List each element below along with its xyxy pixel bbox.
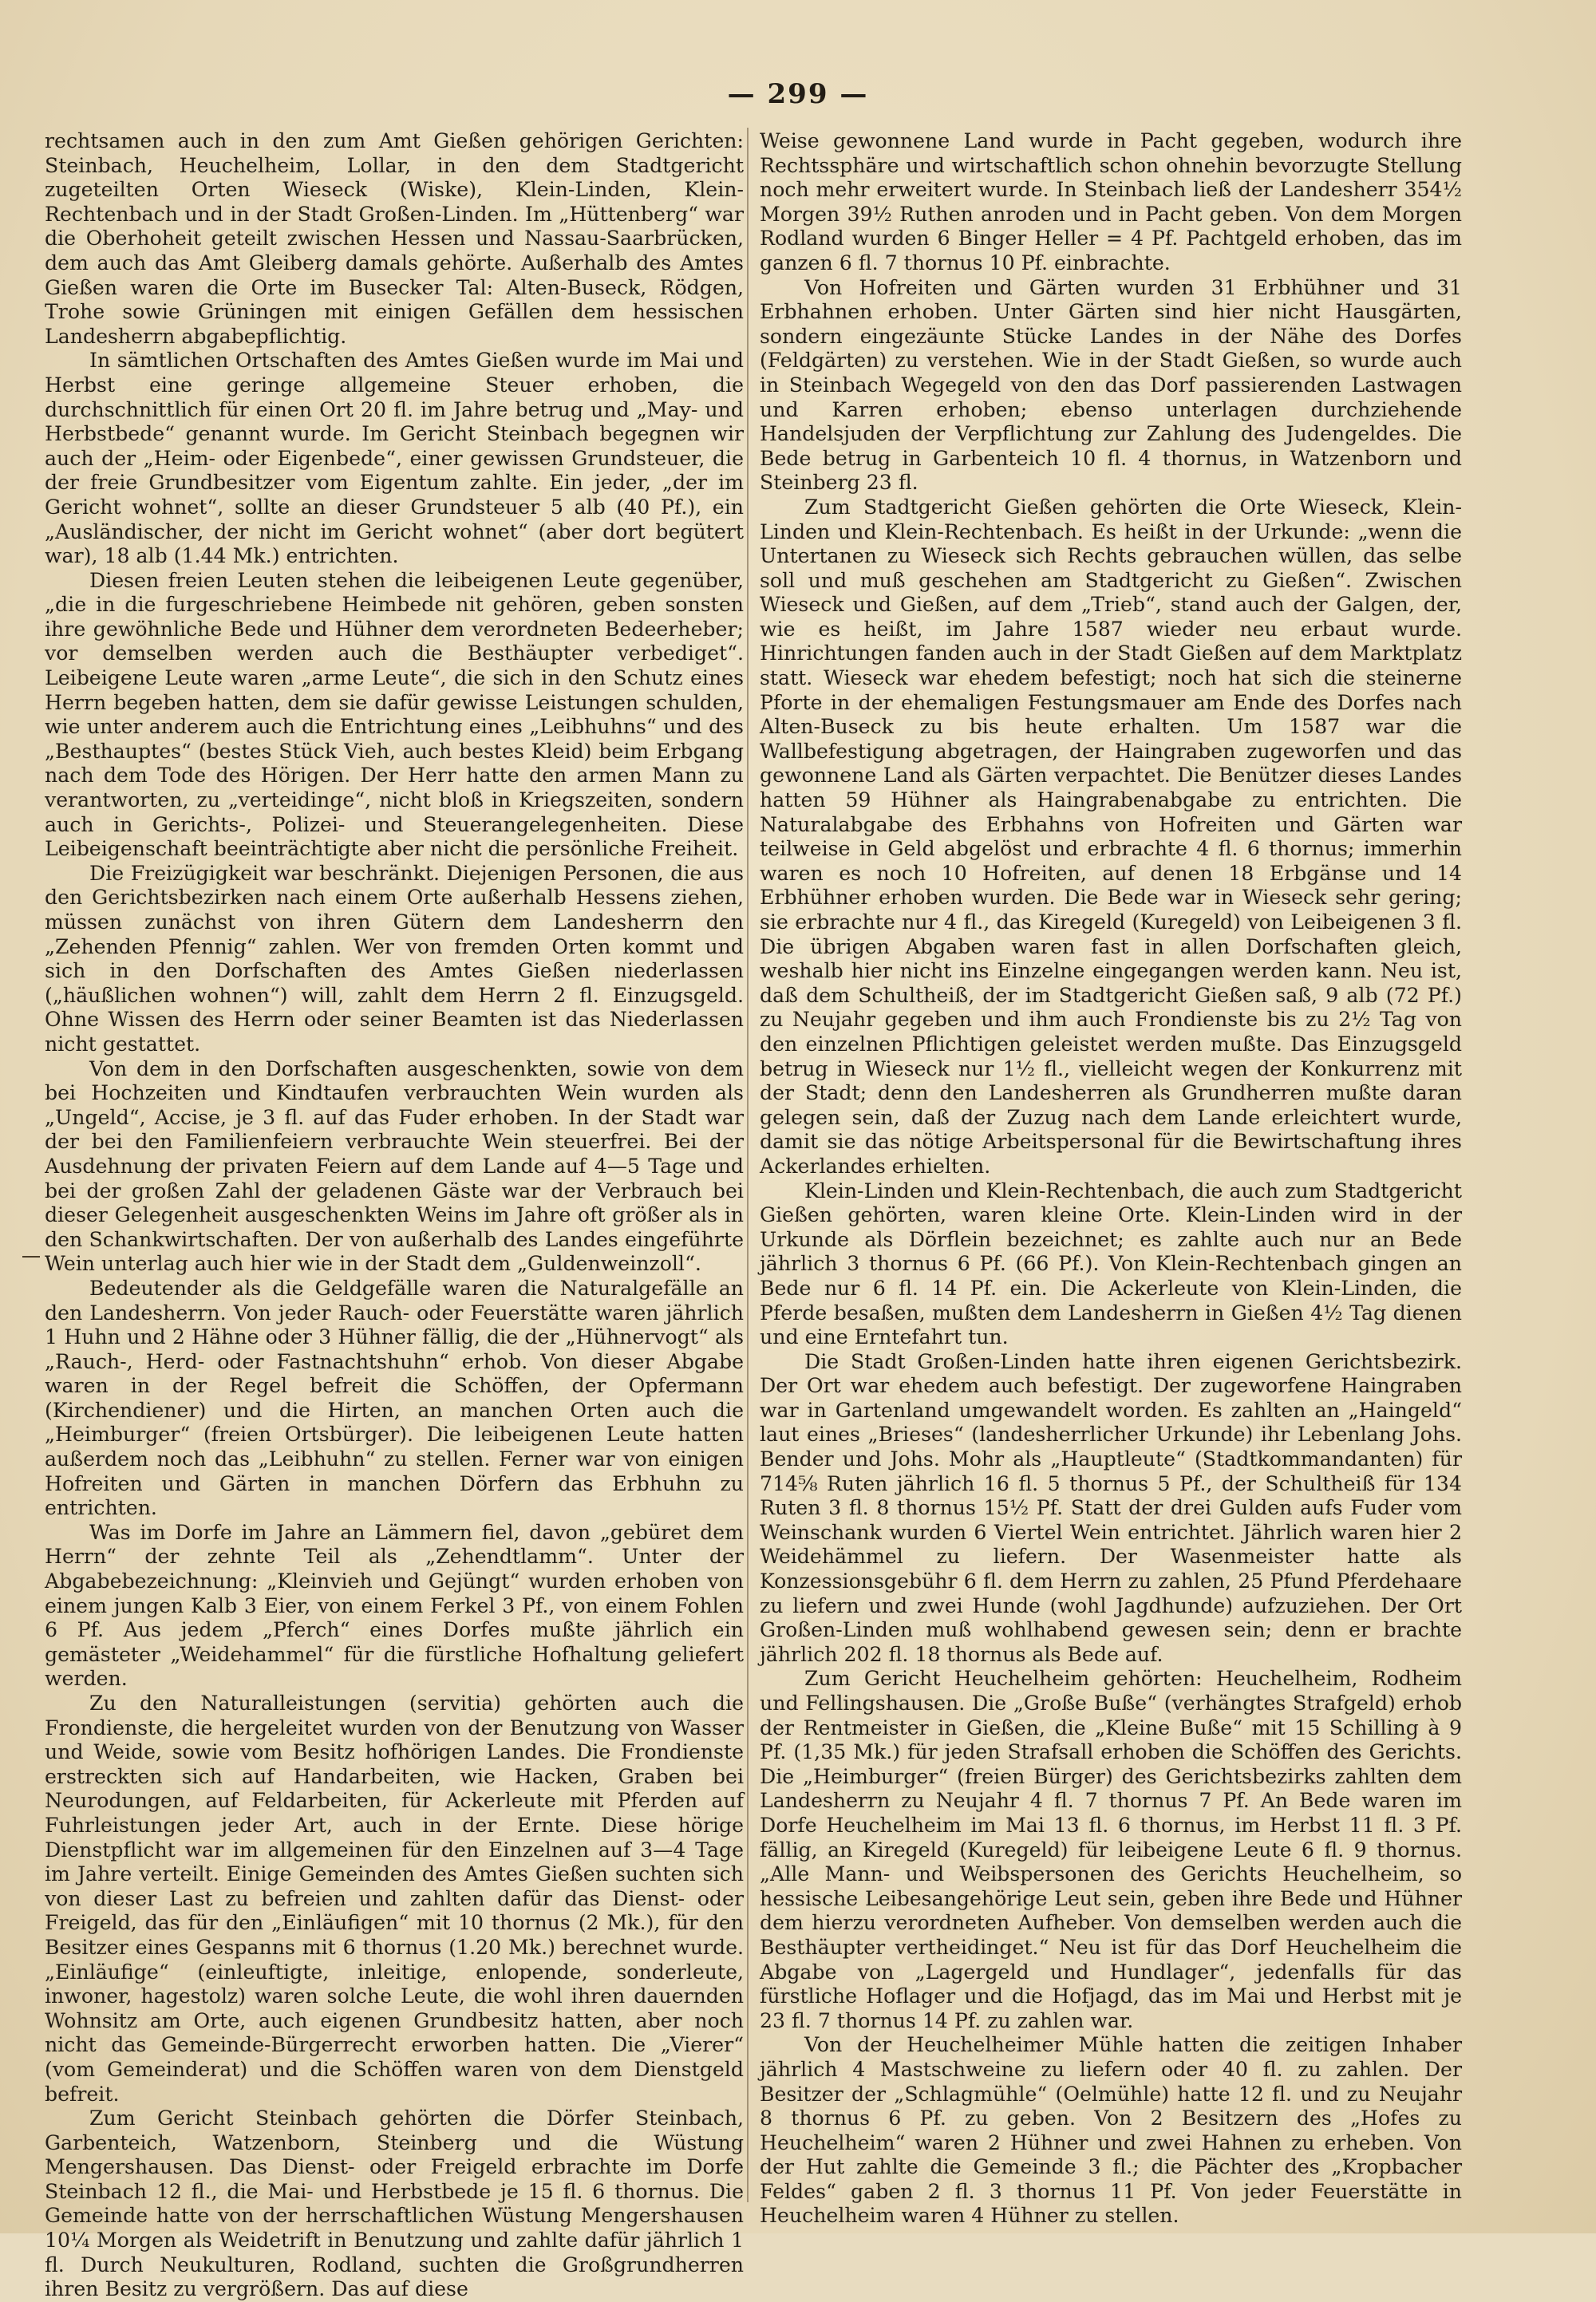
paragraph: Die Freizügigkeit war beschränkt. Diejenigen Personen, die aus den Gerichtsbezirken nach einem Orte außerhalb Hessens ziehen, müssen zunächst von ihren Gütern dem Landesherrn den „Zehenden Pfennig“ zahlen. Wer von fremden Orten kommt und sich in den Dorfschaften des Amtes Gießen niederlassen („häußlichen wohnen“) will, zahlt dem Herrn 2 fl. Einzugsgeld. Ohne Wissen des Herrn oder seiner Beamten ist das Niederlassen nicht gestattet. (45, 861, 744, 1056)
paragraph: Bedeutender als die Geldgefälle waren die Naturalgefälle an den Landesherrn. Von jeder Rauch- oder Feuerstätte waren jährlich 1 Huhn und 2 Hähne oder 3 Hühner fällig, die der „Hühnervogt“ als „Rauch-, Herd- oder Fastnachtshuhn“ erhob. Von dieser Abgabe waren in der Regel befreit die Schöffen, der Opfermann (Kirchendiener) und die Hirten, an manchen Orten auch die „Heimburger“ (freien Ortsbürger). Die leibeigenen Leute hatten außerdem noch das „Leibhuhn“ zu stellen. Ferner war von einigen Hofreiten und Gärten in manchen Dörfern das Erbhuhn zu entrichten. (45, 1276, 744, 1520)
margin-mark (22, 1256, 40, 1258)
left-text-column (45, 129, 744, 2301)
paragraph: Diesen freien Leuten stehen die leibeigenen Leute gegenüber, „die in die furgeschriebene Heimbede nit gehören, geben sonsten ihre gewöhnliche Bede und Hühner dem verordneten Bedeerheber; vor demselben werden auch die Besthäupter verbediget“. Leibeigene Leute waren „arme Leute“, die sich in den Schutz eines Herrn begeben hatten, dem sie dafür gewisse Leistungen schulden, wie unter anderem auch die Entrichtung eines „Leibhuhns“ und des „Besthauptes“ (bestes Stück Vieh, auch bestes Kleid) beim Erbgang nach dem Tode des Hörigen. Der Herr hatte den armen Mann zu verantworten, zu „verteidinge“, nicht bloß in Kriegszeiten, sondern auch in Gerichts-, Polizei- und Steuerangelegenheiten. Diese Leibeigenschaft beeinträchtigte aber nicht die persönliche Freiheit. (45, 568, 744, 861)
page-number: — 299 — (727, 78, 869, 110)
paragraph: Zu den Naturalleistungen (servitia) gehörten auch die Frondienste, die hergeleitet wurden von der Benutzung von Wasser und Weide, sowie vom Besitz hofhörigen Landes. Die Frondienste erstreckten sich auf Handarbeiten, wie Hacken, Graben bei Neurodungen, auf Feldarbeiten, für Ackerleute mit Pferden auf Fuhrleistungen jeder Art, auch in der Ernte. Diese hörige Dienstpflicht war im allgemeinen für den Einzelnen auf 3—4 Tage im Jahre verteilt. Einige Gemeinden des Amtes Gießen suchten sich von dieser Last zu befreien und zahlten dafür das Dienst- oder Freigeld, das für den „Einläufigen“ mit 10 thornus (2 Mk.), für den Besitzer eines Gespanns mit 6 thornus (1.20 Mk.) berechnet wurde. „Einläufige“ (einleuftigte, inleitige, enlopende, sonderleute, inwoner, hagestolz) waren solche Leute, die wohl ihren dauernden Wohnsitz am Orte, auch eigenen Grundbesitz hatten, aber noch nicht das Gemeinde-Bürgerrecht erworben hatten. Die „Vierer“ (vom Gemeinderat) und die Schöffen waren von dem Dienstgeld befreit. (45, 1692, 744, 2106)
paragraph: Was im Dorfe im Jahre an Lämmern fiel, davon „gebüret dem Herrn“ der zehnte Teil als „Zehendtlamm“. Unter der Abgabebezeichnung: „Kleinvieh und Gejüngt“ wurden erhoben von einem jungen Kalb 3 Eier, von einem Ferkel 3 Pf., von einem Fohlen 6 Pf. Aus jedem „Pferch“ eines Dorfes mußte jährlich ein gemästeter „Weidehammel“ für die fürstliche Hofhaltung geliefert werden. (45, 1520, 744, 1691)
paragraph: Von dem in den Dorfschaften ausgeschenkten, sowie von dem bei Hochzeiten und Kindtaufen verbrauchten Wein wurden als „Ungeld“, Accise, je 3 fl. auf das Fuder erhoben. In der Stadt war der bei den Familienfeiern verbrauchte Wein steuerfrei. Bei der Ausdehnung der privaten Feiern auf dem Lande auf 4—5 Tage und bei der großen Zahl der geladenen Gäste war der Verbrauch bei dieser Gelegenheit ausgeschenkten Weins im Jahre oft größer als in den Schankwirtschaften. Der von außerhalb des Landes eingeführte Wein unterlag auch hier wie in der Stadt dem „Guldenweinzoll“. (45, 1056, 744, 1276)
paragraph: In sämtlichen Ortschaften des Amtes Gießen wurde im Mai und Herbst eine geringe allgemeine Steuer erhoben, die durchschnittlich für einen Ort 20 fl. im Jahre betrug und „May- und Herbstbede“ genannt wurde. Im Gericht Steinbach begegnen wir auch der „Heim- oder Eigenbede“, einer gewissen Grundsteuer, die der freie Grundbesitzer vom Eigentum zahlte. Ein jeder, „der im Gericht wohnet“, sollte an dieser Grundsteuer 5 alb (40 Pf.), ein „Ausländischer, der nicht im Gericht wohnet“ (aber dort begütert war), 18 alb (1.44 Mk.) entrichten. (45, 349, 744, 568)
column-divider (747, 128, 749, 2202)
paragraph: Weise gewonnene Land wurde in Pacht gegeben, wodurch ihre Rechtssphäre und wirtschaftlich schon ohnehin bevorzugte Stellung noch mehr erweitert wurde. In Steinbach ließ der Landesherr 354½ Morgen 39½ Ruthen anroden und in Pacht geben. Von dem Morgen Rodland wurden 6 Binger Heller = 4 Pf. Pachtgeld erhoben, das im ganzen 6 fl. 7 thornus 10 Pf. einbrachte. (760, 129, 1462, 274)
paragraph: Klein-Linden und Klein-Rechtenbach, die auch zum Stadtgericht Gießen gehörten, waren kleine Orte. Klein-Linden wird in der Urkunde als Dörflein bezeichnet; es zahlte auch nur an Bede jährlich 3 thornus 6 Pf. (66 Pf.). Von Klein-Rechtenbach gingen an Bede nur 6 fl. 14 Pf. ein. Die Ackerleute von Klein-Linden, die Pferde besaßen, mußten dem Landesherrn in Gießen 4½ Tag dienen und eine Erntefahrt tun. (760, 1179, 1462, 1349)
paragraph: Zum Stadtgericht Gießen gehörten die Orte Wieseck, Klein-Linden und Klein-Rechtenbach. Es heißt in der Urkunde: „wenn die Untertanen zu Wieseck sich Rechts gebrauchen wüllen, das selbe soll und muß geschehen am Stadtgericht zu Gießen“. Zwischen Wieseck und Gießen, auf dem „Trieb“, stand auch der Galgen, der, wie es heißt, im Jahre 1587 wieder neu erbaut wurde. Hinrichtungen fanden auch in der Stadt Gießen auf dem Marktplatz statt. Wieseck war ehedem befestigt; noch hat sich die steinerne Pforte in der ehemaligen Festungsmauer am Ende des Dorfes nach Alten-Buseck zu bis heute erhalten. Um 1587 war die Wallbefestigung abgetragen, der Haingraben zugeworfen und das gewonnene Land als Gärten verpachtet. Die Benützer dieses Landes hatten 59 Hühner als Haingrabenabgabe zu entrichten. Die Naturalabgabe des Erbhahns von Hofreiten und Gärten war teilweise in Geld abgelöst und erbrachte 4 fl. 6 thornus; immerhin waren es noch 10 Hofreiten, auf denen 18 Erbgänse und 14 Erbhühner erhoben wurden. Die Bede war in Wieseck sehr gering; sie erbrachte nur 4 fl., das Kiregeld (Kuregeld) von Leibeigenen 3 fl. Die übrigen Abgaben waren fast in allen Dorfschaften gleich, weshalb hier nicht ins Einzelne eingegangen werden kann. Neu ist, daß dem Schultheiß, der im Stadtgericht Gießen saß, 9 alb (72 Pf.) zu Neujahr gegeben und ihm auch Frondienste bis zu 2½ Tag von den einzelnen Pflichtigen geleistet werden mußte. Das Einzugsgeld betrug in Wieseck nur 1½ fl., vielleicht wegen der Konkurrenz mit der Stadt; denn den Landesherren als Grundherren mußte daran gelegen sein, daß der Zuzug nach dem Lande erleichtert wurde, damit sie das nötige Arbeitspersonal für die Bewirtschaftung ihres Ackerlandes erhielten. (760, 495, 1462, 1178)
paragraph: Von Hofreiten und Gärten wurden 31 Erbhühner und 31 Erbhahnen erhoben. Unter Gärten sind hier nicht Hausgärten, sondern eingezäunte Stücke Landes in der Nähe des Dorfes (Feldgärten) zu verstehen. Wie in der Stadt Gießen, so wurde auch in Steinbach Wegegeld von den das Dorf passierenden Lastwagen und Karren erhoben; ebenso unterlagen durchziehende Handelsjuden der Verpflichtung zur Zahlung des Judengeldes. Die Bede betrug in Garbenteich 10 fl. 4 thornus, in Watzenborn und Steinberg 23 fl. (760, 275, 1462, 495)
paragraph: Zum Gericht Heuchelheim gehörten: Heuchelheim, Rodheim und Fellingshausen. Die „Große Buße“ (verhängtes Strafgeld) erhob der Rentmeister in Gießen, die „Kleine Buße“ mit 15 Schilling à 9 Pf. (1,35 Mk.) für jeden Strafsall erhoben die Schöffen des Gerichts. Die „Heimburger“ (freien Bürger) des Gerichtsbezirks zahlten dem Landesherrn zu Neujahr 4 fl. 7 thornus 7 Pf. An Bede waren im Dorfe Heuchelheim im Mai 13 fl. 6 thornus, im Herbst 11 fl. 3 Pf. fällig, an Kiregeld (Kuregeld) für leibeigene Leute 6 fl. 9 thornus. „Alle Mann- und Weibspersonen des Gerichts Heuchelheim, so hessische Leibesangehörige Leut sein, geben ihre Bede und Hühner dem hierzu verordneten Aufheber. Von demselben werden auch die Besthäupter vertheidinget.“ Neu ist für das Dorf Heuchelheim die Abgabe von „Lagergeld und Hundlager“, jedenfalls für das fürstliche Hoflager und die Hofjagd, das im Mai und Herbst mit je 23 fl. 7 thornus 14 Pf. zu zahlen war. (760, 1667, 1462, 2032)
right-text-column (760, 129, 1462, 2228)
paragraph: Die Stadt Großen-Linden hatte ihren eigenen Gerichtsbezirk. Der Ort war ehedem auch befestigt. Der zugeworfene Haingraben war in Gartenland umgewandelt worden. Es zahlten an „Haingeld“ laut eines „Brieses“ (landesherrlicher Urkunde) ihr Lebenlang Johs. Bender und Johs. Mohr als „Hauptleute“ (Stadtkommandanten) für 714⅝ Ruten jährlich 16 fl. 5 thornus 5 Pf., der Schultheiß für 134 Ruten 3 fl. 8 thornus 15½ Pf. Statt der drei Gulden aufs Fuder vom Weinschank wurden 6 Viertel Wein entrichtet. Jährlich waren hier 2 Weidehämmel zu liefern. Der Wasenmeister hatte als Konzessionsgebühr 6 fl. dem Herrn zu zahlen, 25 Pfund Pferdehaare zu liefern und zwei Hunde (wohl Jagdhunde) aufzuziehen. Der Ort Großen-Linden muß wohlhabend gewesen sein; denn er brachte jährlich 202 fl. 18 thornus als Bede auf. (760, 1349, 1462, 1666)
paragraph: Zum Gericht Steinbach gehörten die Dörfer Steinbach, Garbenteich, Watzenborn, Steinberg und die Wüstung Mengershausen. Das Dienst- oder Freigeld erbrachte im Dorfe Steinbach 12 fl., die Mai- und Herbstbede je 15 fl. 6 thornus. Die Gemeinde hatte von der herrschaftlichen Wüstung Mengershausen 10¼ Morgen als Weidetrift in Benutzung und zahlte dafür jährlich 1 fl. Durch Neukulturen, Rodland, suchten die Großgrundherren ihren Besitz zu vergrößern. Das auf diese (45, 2107, 744, 2301)
paragraph: rechtsamen auch in den zum Amt Gießen gehörigen Gerichten: Steinbach, Heuchelheim, Lollar, in den dem Stadtgericht zugeteilten Orten Wieseck (Wiske), Klein-Linden, Klein-Rechtenbach und in der Stadt Großen-Linden. Im „Hüttenberg“ war die Oberhoheit geteilt zwischen Hessen und Nassau-Saarbrücken, dem auch das Amt Gleiberg damals gehörte. Außerhalb des Amtes Gießen waren die Orte im Busecker Tal: Alten-Buseck, Rödgen, Trohe sowie Grüningen mit einigen Gefällen dem hessischen Landesherrn abgabepflichtig. (45, 129, 744, 348)
paragraph: Von der Heuchelheimer Mühle hatten die zeitigen Inhaber jährlich 4 Mastschweine zu liefern oder 40 fl. zu zahlen. Der Besitzer der „Schlagmühle“ (Oelmühle) hatte 12 fl. und zu Neujahr 8 thornus 6 Pf. zu geben. Von 2 Besitzern des „Hofes zu Heuchelheim“ waren 2 Hühner und zwei Hahnen zu erheben. Von der Hut zahlte die Gemeinde 3 fl.; die Pächter des „Kropbacher Feldes“ gaben 2 fl. 3 thornus 11 Pf. Von jeder Feuerstätte in Heuchelheim waren 4 Hühner zu stellen. (760, 2033, 1462, 2228)
